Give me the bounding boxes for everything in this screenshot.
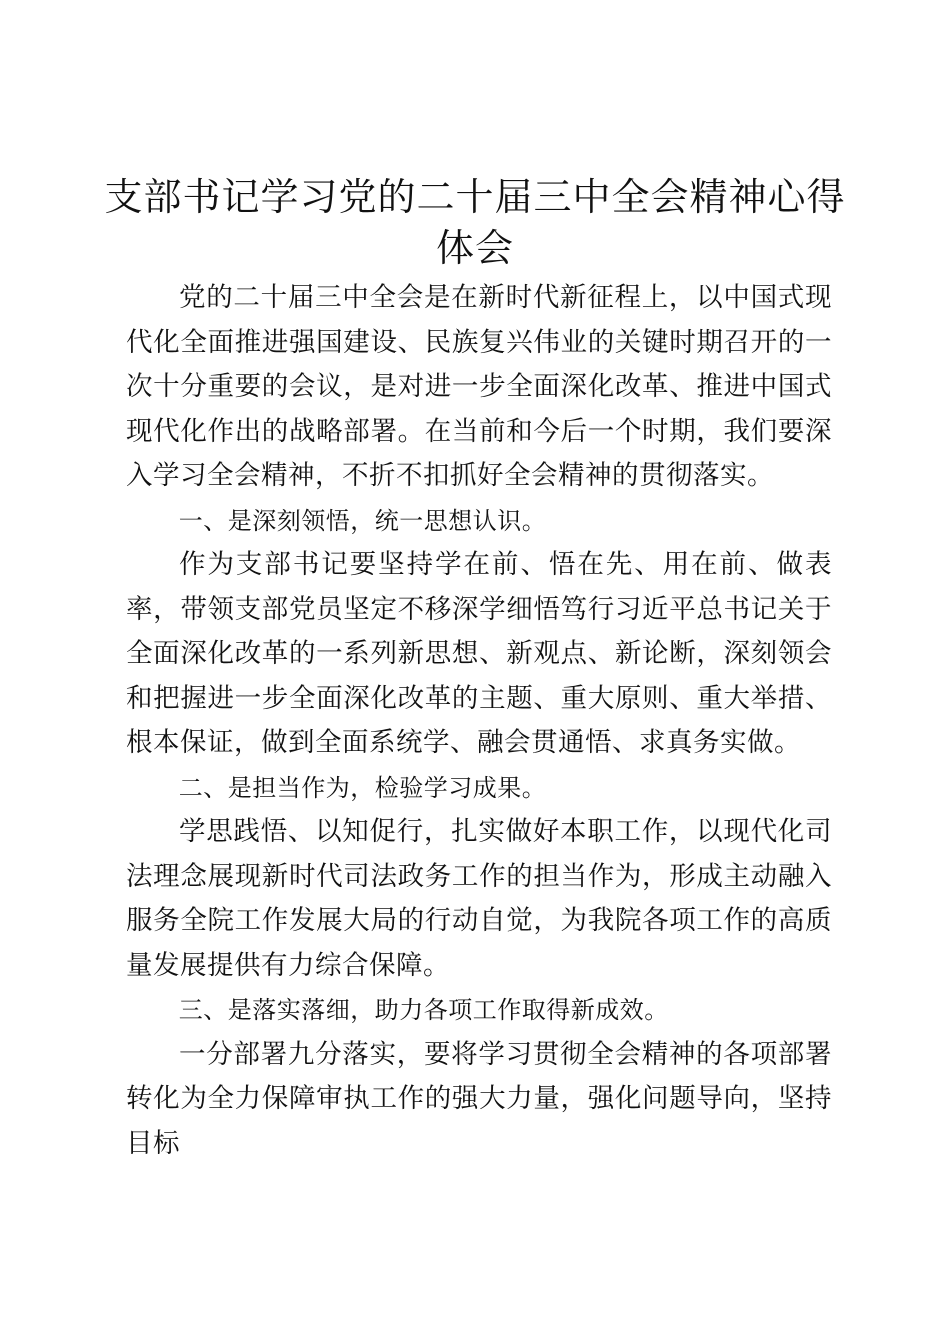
document-title: 支部书记学习党的二十届三中全会精神心得体会 (104, 175, 846, 270)
document-body (126, 276, 832, 1166)
section-heading-3: 三、是落实落细，助力各项工作取得新成效。 (178, 996, 669, 1024)
intro-paragraph: 党的二十届三中全会是在新时代新征程上，以中国式现代化全面推进强国建设、民族复兴伟业的关键时期召开的一次十分重要的会议，是对进一步全面深化改革、推进中国式现代化作出的战略部署。在当前和今后一个时期，我们要深入学习全会精神，不折不扣抓好全会精神的贯彻落实。 (126, 282, 832, 491)
section-paragraph-1: 作为支部书记要坚持学在前、悟在先、用在前、做表率，带领支部党员坚定不移深学细悟笃行习近平总书记关于全面深化改革的一系列新思想、新观点、新论断，深刻领会和把握进一步全面深化改革的主题、重大原则、重大举措、根本保证，做到全面系统学、融会贯通悟、求真务实做。 (126, 549, 832, 758)
section-paragraph-2: 学思践悟、以知促行，扎实做好本职工作，以现代化司法理念展现新时代司法政务工作的担当作为，形成主动融入服务全院工作发展大局的行动自觉，为我院各项工作的高质量发展提供有力综合保障。 (126, 816, 832, 981)
section-paragraph-3: 一分部署九分落实，要将学习贯彻全会精神的各项部署转化为全力保障审执工作的强大力量，强化问题导向，坚持目标 (126, 1038, 832, 1159)
section-heading-2: 二、是担当作为，检验学习成果。 (178, 773, 547, 802)
section-heading-1: 一、是深刻领悟，统一思想认识。 (178, 506, 547, 535)
